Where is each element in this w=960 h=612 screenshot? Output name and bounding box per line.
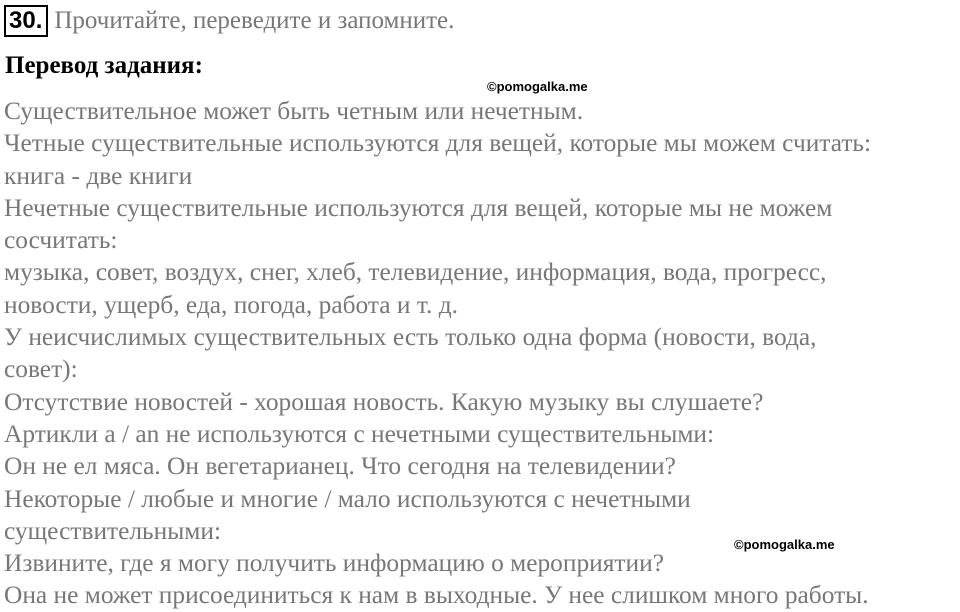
text-line: Нечетные существительные используются для вещей, которые мы не можем xyxy=(4,193,833,222)
text-line: новости, ущерб, еда, погода, работа и т. д. xyxy=(4,290,458,319)
text-line: совет): xyxy=(4,355,78,384)
exercise-header xyxy=(4,4,454,38)
text-line: Она не может присоединиться к нам в выходные. У нее слишком много работы. xyxy=(4,581,869,610)
watermark-bottom: ©pomogalka.me xyxy=(734,537,835,552)
text-line: Артикли a / an не используются с нечетными существительными: xyxy=(4,419,715,448)
text-line: Существительное может быть четным или нечетным. xyxy=(4,97,584,125)
text-line: Отсутствие новостей - хорошая новость. Какую музыку вы слушаете? xyxy=(4,387,764,416)
text-line: Извините, где я могу получить информацию о мероприятии? xyxy=(4,549,664,578)
text-line: Он не ел мяса. Он вегетарианец. Что сегодня на телевидении? xyxy=(4,452,676,481)
text-line: музыка, совет, воздух, снег, хлеб, телевидение, информация, вода, прогресс, xyxy=(4,258,827,287)
exercise-instruction: Прочитайте, переведите и запомните. xyxy=(54,7,455,34)
text-line: существительными: xyxy=(4,516,221,545)
translation-heading: Перевод задания: xyxy=(5,52,203,79)
text-line: сосчитать: xyxy=(4,226,118,255)
text-line: Некоторые / любые и многие / мало используются с нечетными xyxy=(4,484,691,513)
exercise-number: 30. xyxy=(4,5,48,37)
text-line: книга - две книги xyxy=(4,161,193,190)
watermark-top: ©pomogalka.me xyxy=(487,79,588,94)
text-line: У неисчислимых существительных есть только одна форма (новости, вода, xyxy=(4,323,817,352)
translation-body xyxy=(4,95,960,612)
text-line: Четные существительные используются для вещей, которые мы можем считать: xyxy=(4,129,872,158)
